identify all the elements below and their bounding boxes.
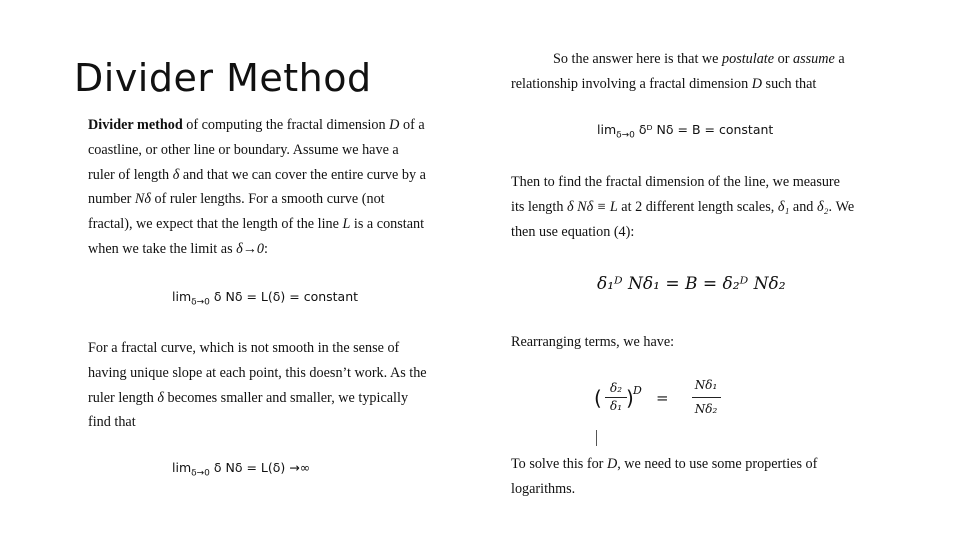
right-paragraph-3: Rearranging terms, we have: xyxy=(511,334,675,350)
text-cursor xyxy=(596,430,597,446)
left-paragraph-2: For a fractal curve, which is not smooth in the sense of having unique slope at each point, this doesn’t work. As the ruler length δ becomes smaller and smaller, we typically find that xyxy=(88,340,427,431)
left-column xyxy=(88,113,428,262)
equation-limit-constant: $\lim_{\delta\to 0} \delta$ Nδ = L(δ) = constant xyxy=(172,289,359,308)
right-paragraph-2-wrap xyxy=(511,170,856,244)
right-paragraph-3-wrap xyxy=(511,330,856,355)
equation-two-scales: δ₁ᴰ Nδ₁ = B = δ₂ᴰ Nδ₂ xyxy=(597,274,786,294)
left-paragraph-2-wrap xyxy=(88,336,428,435)
fraction-left-bar xyxy=(605,397,627,398)
exponent-D: D xyxy=(633,384,642,397)
right-paren: ) xyxy=(626,386,634,410)
bold-term: Divider method xyxy=(88,117,183,133)
right-paragraph-4: To solve this for D, we need to use some properties of logarithms. xyxy=(511,456,818,497)
equation-power-law: $\lim_{\delta\to 0}$ δᴰ Nδ = B = constant xyxy=(597,122,774,141)
fraction-right-denominator: Nδ₂ xyxy=(694,402,718,416)
slide-title: Divider Method xyxy=(74,56,372,100)
equation-limit-infinity: $\lim_{\delta\to 0} \delta$ Nδ = L(δ) →∞ xyxy=(172,460,311,479)
right-column xyxy=(511,47,856,97)
right-paragraph-1: So the answer here is that we postulate or assume a relationship involving a fractal dimension D such that xyxy=(511,51,845,92)
fraction-left-denominator: δ₁ xyxy=(609,399,623,413)
right-paragraph-2: Then to find the fractal dimension of the line, we measure its length δ Nδ ≡ L at 2 different length scales, δ₁ and δ₂. We then use equation (4): xyxy=(511,174,855,240)
left-paragraph-1: Divider method of computing the fractal dimension D of a coastline, or other line or boundary. Assume we have a ruler of length δ and that we can cover the entire curve by a number Nδ of ruler lengths. For a smooth curve (not fractal), we expect that the length of the line L is a constant when we take the limit as δ→0: xyxy=(88,117,426,257)
fraction-left-numerator: δ₂ xyxy=(609,381,623,395)
fraction-right-bar xyxy=(692,397,721,398)
left-paren: ( xyxy=(594,386,602,410)
right-paragraph-4-wrap xyxy=(511,452,856,502)
fraction-right-numerator: Nδ₁ xyxy=(694,378,718,392)
equals-sign: = xyxy=(656,389,669,407)
